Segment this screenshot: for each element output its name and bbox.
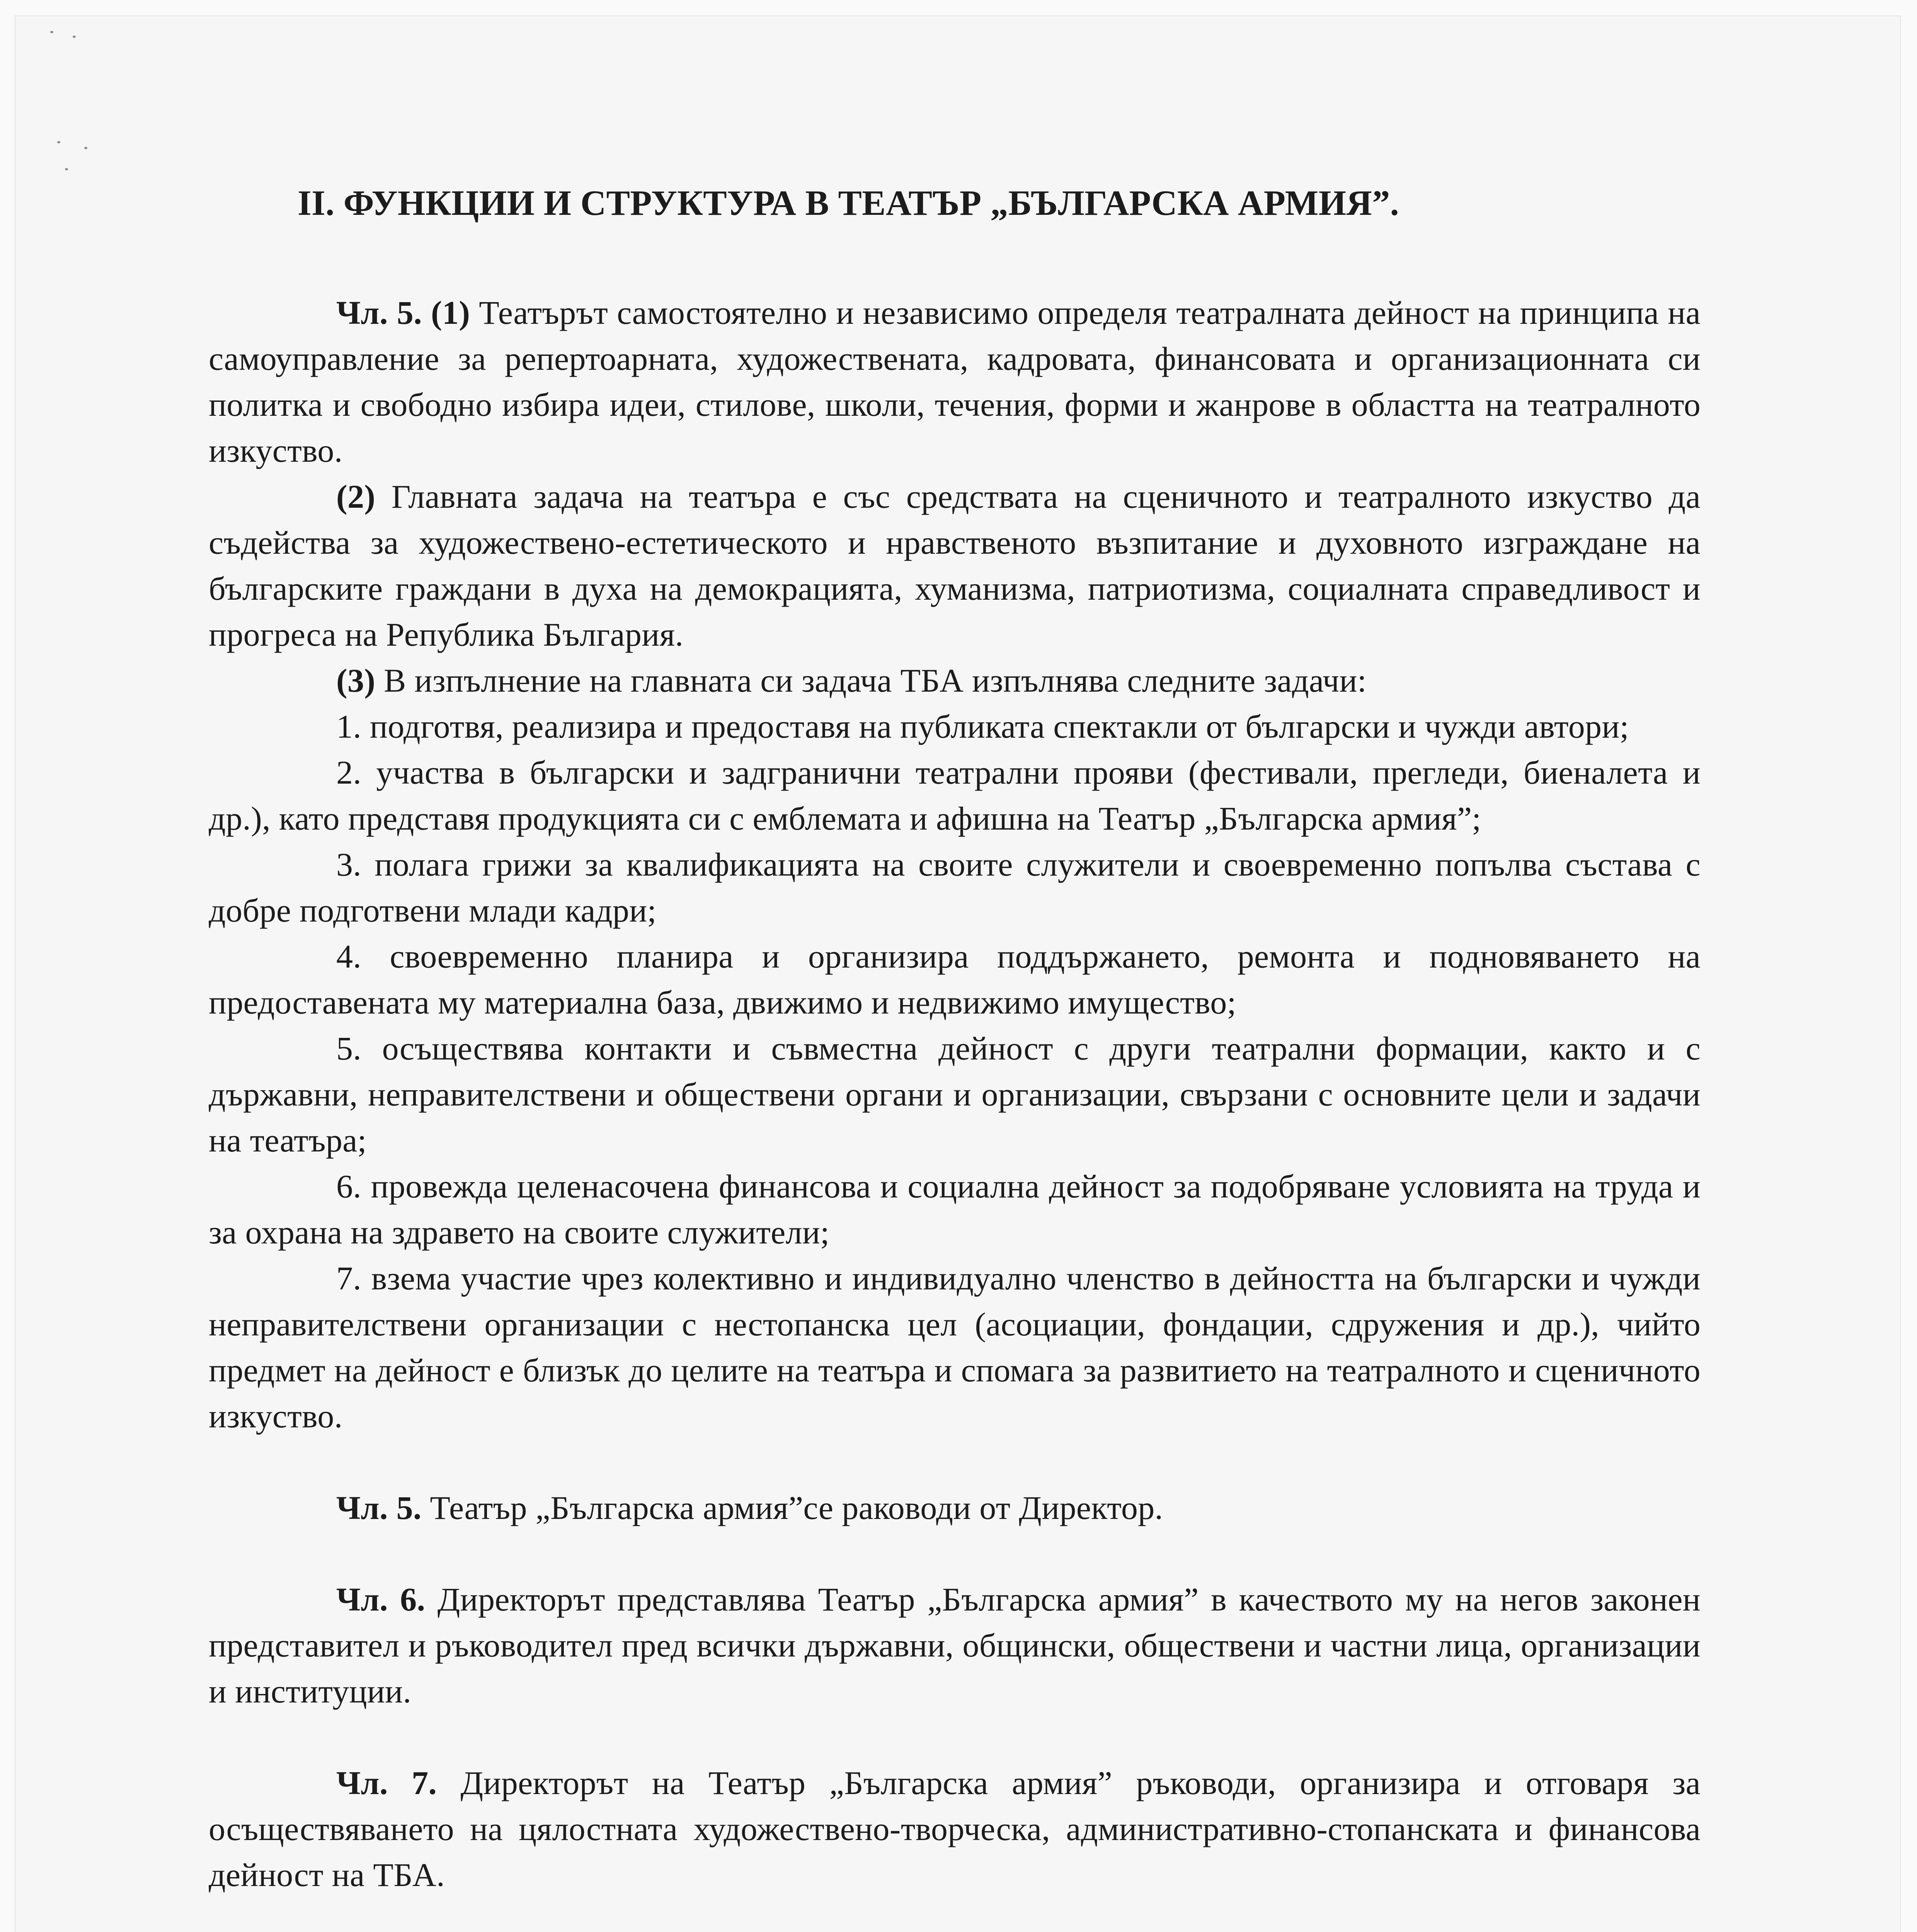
paragraph-number: (3) xyxy=(336,662,376,699)
task-item-5: 5. осъществява контакти и съвместна дейност с други театрални формации, както и с държавни, неправителствени и обществени органи и организации, свързани с основните цели и задачи на театъра; xyxy=(209,1030,1701,1159)
document-body xyxy=(209,182,1701,1932)
article-label: Чл. 5. xyxy=(336,294,422,331)
paragraph-number: (2) xyxy=(336,478,376,515)
article-6 xyxy=(209,1577,1701,1714)
article-5-paragraph-1 xyxy=(209,290,1701,474)
task-item-1: 1. подготвя, реализира и предоставя на публиката спектакли от български и чужди автори; xyxy=(336,708,1629,745)
article-label: Чл. 6. xyxy=(336,1581,426,1618)
article-5-paragraph-2 xyxy=(209,474,1701,658)
section-heading: II. ФУНКЦИИ И СТРУКТУРА В ТЕАТЪР „БЪЛГАРСКА АРМИЯ”. xyxy=(298,183,1399,223)
scan-speck xyxy=(65,168,68,170)
paragraph-text: Директорът на Театър „Българска армия” ръководи, организира и отговаря за осъществяването на цялостната художествено-творческа, административно-стопанската и финансова дейност на ТБА. xyxy=(209,1764,1701,1893)
scan-speck xyxy=(50,31,53,33)
paragraph-text: Директорът представлява Театър „Българска армия” в качеството му на негов законен представител и ръководител пред всички държавни, общински, обществени и частни лица, организации и институции. xyxy=(209,1581,1701,1710)
article-5-director xyxy=(209,1485,1701,1531)
task-item-4: 4. своевременно планира и организира поддържането, ремонта и подновяването на предоставената му материална база, движимо и недвижимо имущество; xyxy=(209,938,1701,1021)
paragraph-text: Театър „Българска армия”се раководи от Директор. xyxy=(430,1489,1163,1526)
paragraph-text: Театърът самостоятелно и независимо определя театралната дейност на принципа на самоуправление за репертоарната, художествената, кадровата, финансовата и организационната си политка и свободно избира идеи, стилове, школи, течения, форми и жанрове в областта на театралното изкуство. xyxy=(209,294,1701,469)
scan-speck xyxy=(84,147,87,149)
task-item-7: 7. взема участие чрез колективно и индивидуално членство в дейността на български и чужди неправителствени организации с нестопанска цел (асоциации, фондации, сдружения и др.), чийто предмет на дейност е близък до целите на театъра и спомага за развитието на театралното и сценичното изкуство. xyxy=(209,1260,1701,1435)
paragraph-text: В изпълнение на главната си задача ТБА изпълнява следните задачи: xyxy=(384,662,1367,699)
task-item-3: 3. полага грижи за квалификацията на своите служители и своевременно попълва състава с добре подготвени млади кадри; xyxy=(209,846,1701,929)
scan-speck xyxy=(57,141,60,143)
article-5-paragraph-3 xyxy=(209,658,1701,704)
article-label: Чл. 5. xyxy=(336,1489,422,1526)
paragraph-text: Главната задача на театъра е със средствата на сценичното и театралното изкуство да съдейства за художествено-естетическото и нравственото възпитание и духовното изграждане на българските граждани в духа на демокрацията, хуманизма, патриотизма, социалната справедливост и прогреса на Република България. xyxy=(209,478,1701,653)
task-item-6: 6. провежда целенасочена финансова и социална дейност за подобряване условията на труда и за охрана на здравето на своите служители; xyxy=(209,1168,1701,1251)
article-label: Чл. 7. xyxy=(336,1764,437,1801)
scan-speck xyxy=(73,36,76,38)
paragraph-number: (1) xyxy=(431,294,470,331)
task-item-2: 2. участва в български и задгранични театрални прояви (фестивали, прегледи, биеналета и др.), като представя продукцията си с емблемата и афишна на Театър „Българска армия”; xyxy=(209,754,1701,837)
article-7 xyxy=(209,1760,1701,1898)
